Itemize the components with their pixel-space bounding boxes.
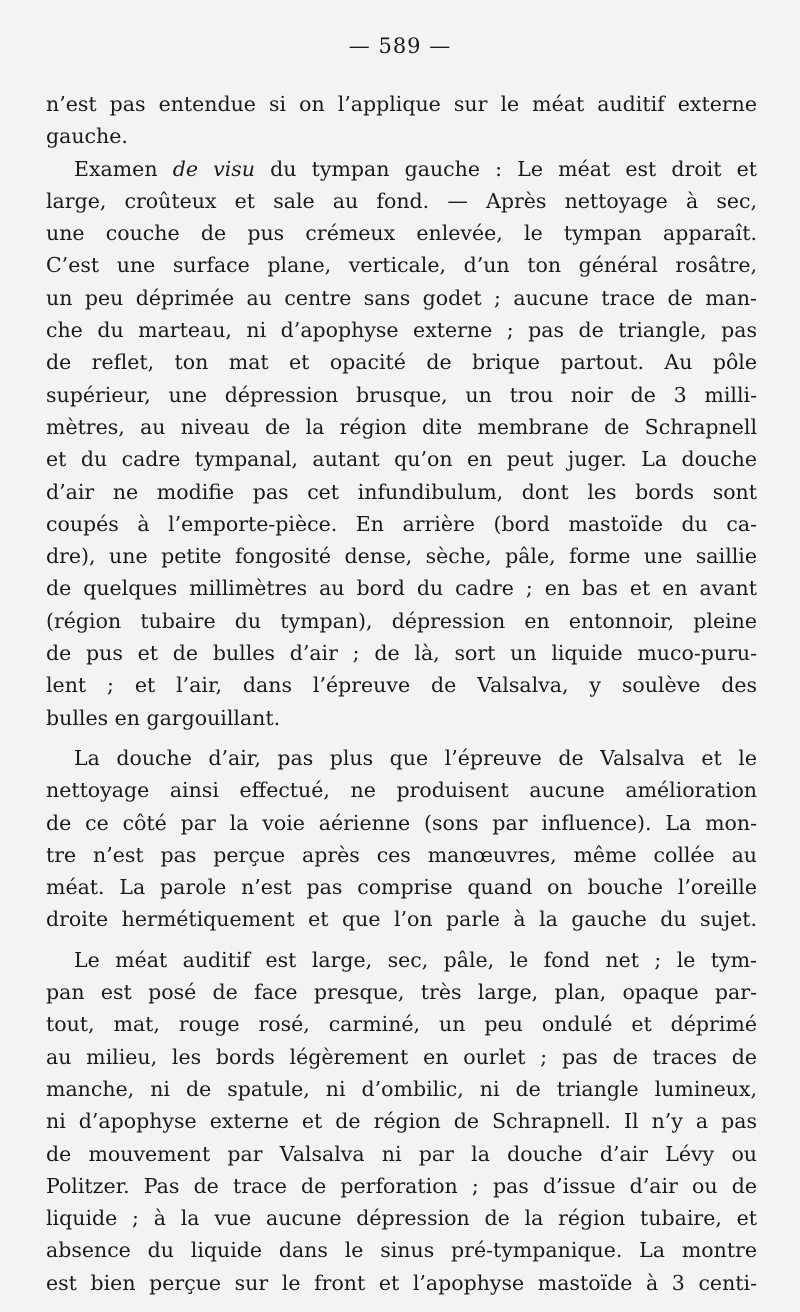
paragraph-gap: [46, 936, 757, 944]
text-line: C’est une surface plane, verticale, d’un ton général rosâtre,: [46, 253, 757, 278]
text-line: d’air ne modifie pas cet infundibulum, dont les bords sont: [46, 479, 757, 504]
text-line: de reflet, ton mat et opacité de brique partout. Au pôle: [46, 350, 757, 375]
text-line: absence du liquide dans le sinus pré-tympanique. La montre: [46, 1238, 757, 1263]
text-line: méat. La parole n’est pas comprise quand on bouche l’oreille: [46, 875, 757, 900]
paragraph-gap: [46, 734, 757, 742]
text-line: Le méat auditif est large, sec, pâle, le fond net ; le tym-: [74, 947, 757, 972]
italic-term: de visu: [172, 156, 255, 181]
text-line: manche, ni de spatule, ni d’ombilic, ni de triangle lumineux,: [46, 1076, 757, 1101]
text-line: bulles en gargouillant.: [46, 705, 281, 730]
text-line: [46, 153, 757, 185]
paragraph: [46, 153, 757, 734]
text-line: une couche de pus crémeux enlevée, le tympan apparaît.: [46, 221, 757, 246]
text-line: coupés à l’emporte-pièce. En arrière (bord mastoïde du ca-: [46, 511, 757, 536]
text-line: nettoyage ainsi effectué, ne produisent aucune amélioration: [46, 778, 757, 803]
paragraph: [46, 944, 757, 1299]
text-line: La douche d’air, pas plus que l’épreuve de Valsalva et le: [74, 745, 757, 770]
text-line: lent ; et l’air, dans l’épreuve de Valsalva, y soulève des: [46, 673, 757, 698]
text-line: liquide ; à la vue aucune dépression de la région tubaire, et: [46, 1206, 757, 1231]
text-line: gauche.: [46, 124, 128, 149]
text-line: de pus et de bulles d’air ; de là, sort un liquide muco-puru-: [46, 641, 757, 666]
text-line: che du marteau, ni d’apophyse externe ; pas de triangle, pas: [46, 318, 757, 343]
text-run: du tympan gauche : Le méat est droit et: [255, 156, 757, 181]
text-line: tout, mat, rouge rosé, carminé, un peu ondulé et déprimé: [46, 1012, 757, 1037]
text-line: de quelques millimètres au bord du cadre ; en bas et en avant: [46, 576, 757, 601]
text-line: tre n’est pas perçue après ces manœuvres, même collée au: [46, 842, 757, 867]
paragraph: [46, 742, 757, 936]
text-line: au milieu, les bords légèrement en ourlet ; pas de traces de: [46, 1044, 757, 1069]
paragraph: [46, 88, 757, 153]
text-line: (région tubaire du tympan), dépression en entonnoir, pleine: [46, 608, 757, 633]
page-number: — 589 —: [348, 34, 452, 58]
body-text: [46, 88, 757, 1299]
text-line: droite hermétiquement et que l’on parle à la gauche du sujet.: [46, 907, 757, 932]
text-line: n’est pas entendue si on l’applique sur le méat auditif externe: [46, 92, 757, 116]
text-line: ni d’apophyse externe et de région de Schrapnell. Il n’y a pas: [46, 1109, 757, 1134]
text-line: de mouvement par Valsalva ni par la douche d’air Lévy ou: [46, 1141, 757, 1166]
text-line: dre), une petite fongosité dense, sèche, pâle, forme une saillie: [46, 544, 757, 569]
text-run: Examen: [74, 156, 173, 181]
text-line: un peu déprimée au centre sans godet ; aucune trace de man-: [46, 285, 757, 310]
text-line: et du cadre tympanal, autant qu’on en peut juger. La douche: [46, 447, 757, 472]
text-line: supérieur, une dépression brusque, un trou noir de 3 milli-: [46, 382, 757, 407]
text-line: mètres, au niveau de la région dite membrane de Schrapnell: [46, 414, 757, 439]
text-line: de ce côté par la voie aérienne (sons par influence). La mon-: [46, 810, 757, 835]
text-line: large, croûteux et sale au fond. — Après nettoyage à sec,: [46, 188, 757, 213]
text-line: Politzer. Pas de trace de perforation ; pas d’issue d’air ou de: [46, 1173, 757, 1198]
text-line: pan est posé de face presque, très large, plan, opaque par-: [46, 980, 757, 1005]
text-line: est bien perçue sur le front et l’apophyse mastoïde à 3 centi-: [46, 1270, 757, 1295]
